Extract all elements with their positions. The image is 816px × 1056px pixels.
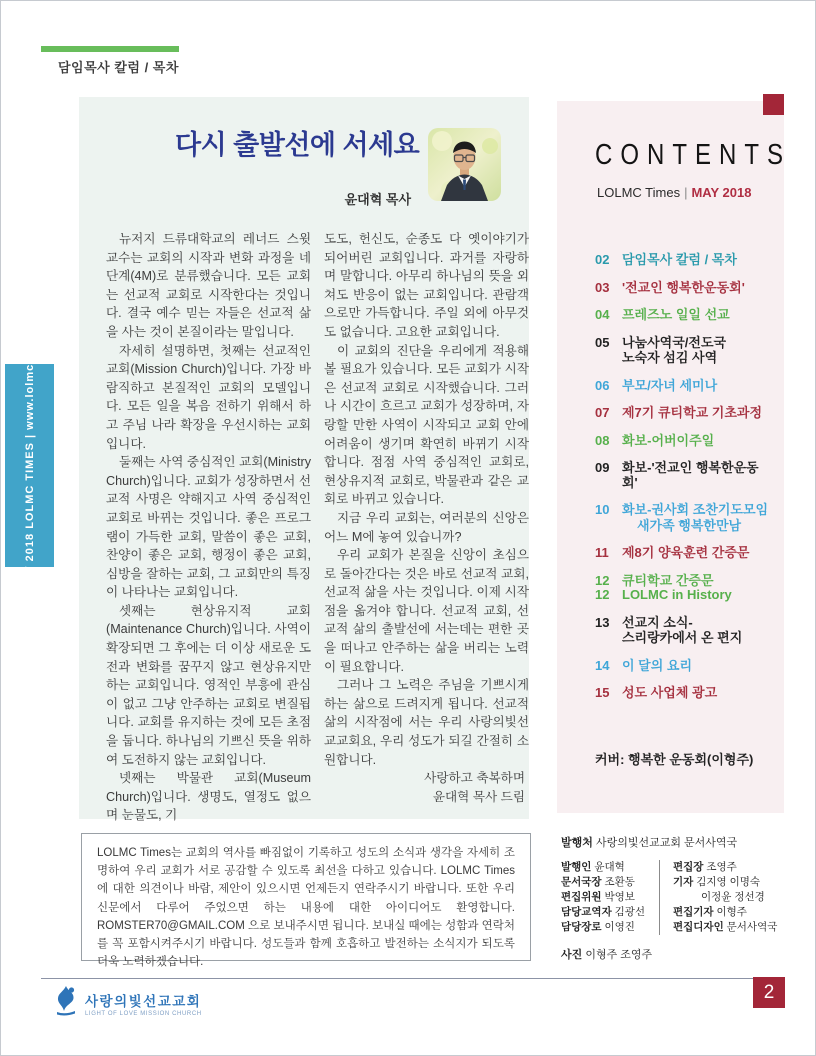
toc-page-number: 13 [595, 614, 610, 630]
publisher-row [561, 920, 657, 935]
toc-page-number: 06 [595, 377, 610, 393]
toc-page-number: 03 [595, 279, 610, 295]
publisher-row [673, 860, 777, 875]
toc-page-number: 10 [595, 502, 610, 517]
publisher-role: 발행인 [561, 861, 592, 873]
article-body [106, 230, 529, 825]
photo-credit-label: 사진 [561, 949, 583, 961]
article-column-right [324, 230, 529, 825]
article-paragraph: 도도, 헌신도, 순종도 다 옛이야기가 되어버린 교회입니다. 과거를 자랑하며 말합니다. 아무리 하나님의 뜻을 외쳐도 반응이 없는 교회입니다. 관람객으로만 가득합니다. 주일 외에 아무것도 없습니다. 고요한 교회입니다. [324, 232, 529, 339]
toc-page-number: 15 [595, 685, 610, 700]
publisher-row [561, 875, 657, 890]
article-paragraph: 넷째는 박물관 교회(Museum Church)입니다. 생명도, 열정도 없으며 눈물도, 기 [106, 771, 311, 823]
toc-label: '전교인 행복한운동회' [622, 279, 745, 295]
toc-label: 화보-어버이주일 [622, 432, 715, 448]
publisher-header [561, 834, 801, 850]
publisher-columns [561, 860, 801, 935]
toc-label: 프레즈노 일일 선교 [622, 307, 730, 322]
church-logo [53, 985, 202, 1022]
publisher-role: 기자 [673, 876, 694, 888]
toc-label-line2: 스리랑카에서 온 편지 [622, 630, 743, 645]
publisher-role: 편집장 [673, 861, 704, 873]
logo-text: 사랑의빛선교교회 [85, 994, 202, 1009]
toc-item [595, 434, 774, 449]
publisher-value: 사랑의빛선교교회 문서사역국 [595, 837, 738, 849]
toc-label-line2: 노숙자 섬김 사역 [622, 350, 718, 365]
toc-label: 담임목사 칼럼 / 목차 [622, 252, 737, 267]
publisher-name: 이형주 [716, 906, 747, 918]
logo-subtext: LIGHT OF LOVE MISSION CHURCH [85, 1011, 202, 1017]
page-number-badge: 2 [753, 977, 785, 1008]
masthead-issue: MAY 2018 [691, 185, 752, 200]
publisher-role: 편집위원 [561, 891, 602, 903]
contents-panel [557, 101, 791, 813]
corner-square-decor [763, 94, 784, 115]
publisher-row [673, 905, 777, 920]
toc-page-number: 07 [595, 405, 610, 420]
toc-item [595, 546, 774, 561]
about-text: LOLMC Times는 교회의 역사를 빠짐없이 기록하고 성도의 소식과 생각을 자세히 조명하여 우리 교회가 서로 공감할 수 있도록 최선을 다하고 있습니다. LOLMC Times에 대한 의견이나 바람, 제안이 있으시면 언제든지 연락주시기 바랍니다. 또한 우리 신문에서 다루어 주었으면 하는 내용에 대한 아이디어도 환영합니다. ROMSTER70@GMAIL.COM 으로 보내주시면 됩니다. 보내실 때에는 성함과 연락처를 꼭 포함시켜주시기 바랍니다. 성도들과 함께 호흡하고 발전하는 소식지가 되도록 더욱 노력하겠습니다. [97, 847, 515, 969]
toc-label: 이 달의 요리 [622, 657, 693, 673]
article-title: 다시 출발선에 서세요 [175, 130, 420, 160]
toc-label: LOLMC in History [622, 587, 732, 602]
toc-item [595, 379, 774, 394]
toc-page-number: 11 [595, 545, 609, 560]
publisher-role: 편집기자 [673, 906, 714, 918]
toc-page-number: 14 [595, 657, 610, 673]
vertical-masthead [5, 339, 54, 592]
publisher-block [561, 834, 801, 962]
toc-page-number: 04 [595, 307, 610, 322]
about-box [81, 833, 531, 969]
vertical-masthead-text: MAY 2018 LOLMC TIMES | www.lolmc.org [23, 339, 36, 592]
toc-list [595, 253, 774, 714]
article-signoff-line-2: 윤대혁 목사 드림 [432, 789, 525, 804]
toc-item [595, 461, 774, 490]
publisher-role: 문서국장 [561, 876, 602, 888]
pastor-photo-image [428, 128, 501, 201]
publisher-right-column [659, 860, 777, 935]
article-paragraph: 우리 교회가 본질을 신앙이 초심으로 돌아간다는 것은 바로 선교적 교회, 선교적 삶을 사는 것입니다. 이제 시작점을 옮겨야 합니다. 선교적 교회, 선교적 삶의 출발선에 서는데는 편한 곳을 떠나고 안주하는 삶을 버리는 노력이 필요합니다. [324, 548, 529, 674]
publisher-name: 조영주 [706, 861, 737, 873]
article-paragraph: 지금 우리 교회는, 여러분의 신앙은 어느 M에 놓여 있습니까? [324, 510, 529, 544]
toc-item [595, 503, 774, 533]
toc-item [595, 574, 774, 589]
masthead-separator: | [684, 185, 688, 200]
article-paragraph: 자세히 설명하면, 첫째는 선교적인 교회(Mission Church)입니다. 가장 바람직하고 본질적인 교회의 모델입니다. 모든 일을 복음 전하기 위해서 하고 주님 나라 확장을 우선시하는 교회입니다. [106, 343, 311, 451]
toc-label: 성도 사업체 광고 [622, 685, 718, 700]
article-panel [79, 97, 529, 823]
contents-heading: CONTENTS [595, 139, 791, 171]
toc-label: 나눔사역국/전도국 [622, 334, 727, 350]
toc-item [595, 336, 774, 366]
publisher-row [561, 860, 657, 875]
toc-item [595, 686, 774, 701]
cover-note: 커버: 행복한 운동회(이형주) [595, 752, 754, 767]
article-column-left [106, 230, 311, 825]
toc-item [595, 253, 774, 268]
pastor-photo [428, 128, 501, 201]
publisher-name: 문서사역국 [726, 921, 778, 933]
toc-label: 화보-'전교인 행복한운동회' [622, 460, 759, 490]
toc-label: 제8기 양육훈련 간증문 [622, 545, 750, 560]
toc-label: 화보-권사회 조찬기도모임 [622, 502, 769, 517]
publisher-name: 김광선 [614, 906, 646, 918]
publisher-name: 이영진 [604, 921, 635, 933]
toc-page-number: 08 [595, 432, 610, 448]
toc-page-number: 09 [595, 460, 610, 475]
masthead-title: LOLMC Times [597, 185, 681, 200]
publisher-name: 조환동 [604, 876, 635, 888]
publisher-label: 발행처 [561, 837, 593, 849]
article-paragraph: 뉴저지 드류대학교의 레너드 스윗 교수는 교회의 시작과 변화 과정을 네 단계(4M)로 분류했습니다. 모든 교회는 선교적 교회로 시작한다는 것입니다. 결국 예수 믿는 자들은 선교적 삶을 사는 것이 본질이라는 말입니다. [106, 232, 311, 339]
article-paragraph: 그러나 그 노력은 주님을 기쁘시게 하는 삶으로 드려지게 됩니다. 선교적 삶의 시작점에 서는 우리 사랑의빛선교교회요, 우리 성도가 되길 간절히 소원합니다. [324, 678, 529, 767]
publisher-name: 김지영 이명숙 [696, 876, 760, 888]
toc-item [595, 588, 774, 603]
photo-credit-line [561, 946, 801, 962]
toc-item [595, 406, 774, 421]
publisher-role: 담당장로 [561, 921, 602, 933]
publisher-row [561, 890, 657, 905]
publisher-row [673, 920, 777, 935]
publisher-left-column [561, 860, 657, 935]
section-label: 담임목사 칼럼 / 목차 [58, 60, 179, 75]
toc-page-number: 05 [595, 334, 610, 350]
article-paragraph: 이 교회의 진단을 우리에게 적용해볼 필요가 있습니다. 모든 교회가 시작은 선교적 교회로 시작했습니다. 그러나 시간이 흐르고 교회가 성장하며, 자랑할 만한 사역이 시작되고 교회 안에 어려움이 생기며 확연히 바뀌기 시작합니다. 점점 사역 중심적인 교회로, 현상유지적 교회로, 박물관과 같은 교회로 바뀌고 있습니다. [324, 343, 529, 507]
toc-label: 제7기 큐티학교 기초과정 [622, 405, 763, 420]
article-paragraph: 셋째는 현상유지적 교회(Maintenance Church)입니다. 사역이 확장되면 그 후에는 더 이상 새로운 도전과 변화를 꿈꾸지 않고 현상유지만 하는 교회입니다. 영적인 부흥에 관심이 없고 그냥 안주하는 교회로 변질됩니다. 교회를 유지하는 것에 모든 초점을 둡니다. 하나님의 기쁘신 뜻을 위하여 도전하지 않는 교회입니다. [106, 603, 311, 767]
toc-page-number: 12 [595, 587, 610, 602]
publisher-name: 이정윤 정선경 [701, 891, 765, 903]
publisher-row [561, 905, 657, 920]
toc-page-number: 02 [595, 252, 610, 267]
green-accent-bar [41, 46, 179, 52]
article-paragraph: 둘째는 사역 중심적인 교회(Ministry Church)입니다. 교회가 성장하면서 선교적 사명은 약해지고 사역 중심적인 교회로 바뀌는 것입니다. 좋은 프로그램이 가득한 교회, 말씀이 좋은 교회, 찬양이 좋은 교회, 행정이 좋은 교회, 심방을 잘하는 교회, 그 교회만의 특징이 나타나는 교회입니다. [106, 455, 311, 600]
footer-divider [41, 978, 754, 979]
toc-item [595, 659, 774, 674]
publisher-name: 박영보 [604, 891, 635, 903]
publisher-role: 담당교역자 [561, 906, 612, 918]
publisher-row [673, 875, 777, 890]
toc-label: 선교지 소식- [622, 614, 693, 630]
toc-item [595, 616, 774, 646]
publisher-role: 편집디자인 [673, 921, 724, 933]
logo-text-block [85, 990, 202, 1017]
publisher-name: 윤대혁 [594, 861, 625, 873]
article-signoff-line-1: 사랑하고 축복하며 [424, 771, 525, 786]
toc-item [595, 308, 774, 323]
article-byline: 윤대혁 목사 [344, 192, 411, 207]
toc-label-line2: 새가족 행복한만남 [637, 517, 742, 533]
church-logo-icon [53, 985, 79, 1022]
publisher-row [673, 890, 777, 905]
toc-label: 부모/자녀 세미나 [622, 377, 718, 393]
toc-item [595, 281, 774, 296]
contents-masthead [597, 185, 751, 200]
toc-label: 큐티학교 간증문 [622, 572, 714, 588]
photo-credit-value: 이형주 조영주 [585, 949, 653, 961]
toc-page-number: 12 [595, 572, 610, 588]
